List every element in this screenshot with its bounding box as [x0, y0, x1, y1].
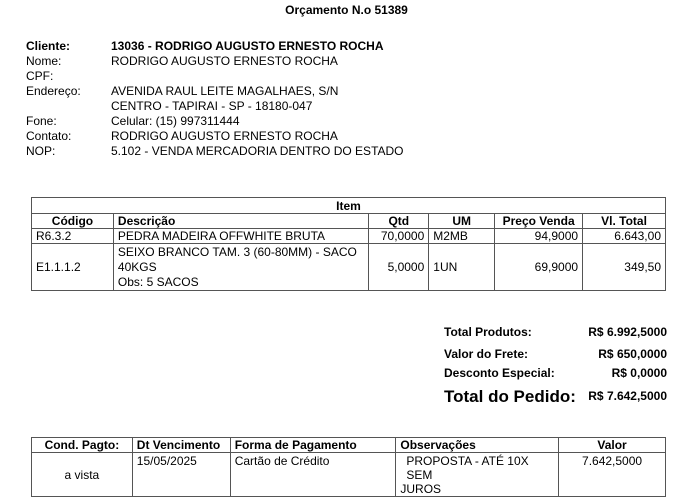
- discount-value: R$ 0,0000: [611, 366, 667, 380]
- order-total: [444, 386, 667, 408]
- payment-method: Cartão de Crédito: [230, 453, 396, 497]
- contact-label: Contato:: [26, 129, 72, 143]
- item-price: 94,9000: [495, 229, 583, 244]
- table-row: [32, 244, 666, 291]
- total-products-value: R$ 6.992,5000: [588, 325, 667, 339]
- col-header-code: Código: [32, 214, 114, 229]
- order-total-label: Total do Pedido:: [444, 387, 576, 406]
- item-desc-cell: [113, 244, 368, 291]
- payment-table: [31, 437, 666, 497]
- col-header-value: Valor: [559, 438, 666, 453]
- discount-label: Desconto Especial:: [444, 366, 555, 380]
- item-desc-line2: 40KGS: [117, 259, 157, 274]
- col-header-cond: Cond. Pagto:: [32, 438, 133, 453]
- payment-value: 7.642,5000: [559, 453, 666, 497]
- item-price: 69,9000: [495, 244, 583, 291]
- payment-header-row: [32, 438, 666, 453]
- items-header-row: [32, 214, 666, 229]
- item-code: E1.1.1.2: [32, 244, 114, 291]
- item-qty: 70,0000: [369, 229, 429, 244]
- item-code: R6.3.2: [32, 229, 114, 244]
- contact-value: RODRIGO AUGUSTO ERNESTO ROCHA: [111, 129, 338, 143]
- address-label: Endereço:: [26, 84, 81, 98]
- address-line2-value: CENTRO - TAPIRAI - SP - 18180-047: [111, 99, 313, 113]
- col-header-qty: Qtd: [369, 214, 429, 229]
- item-total: 6.643,00: [583, 229, 666, 244]
- freight-label: Valor do Frete:: [444, 347, 529, 361]
- payment-obs-line2: JUROS: [400, 482, 442, 496]
- order-total-value: R$ 7.642,5000: [588, 389, 667, 403]
- item-desc: SEIXO BRANCO TAM. 3 (60-80MM) - SACO: [117, 244, 357, 259]
- name-label: Nome:: [26, 54, 62, 68]
- total-products-label: Total Produtos:: [444, 325, 532, 339]
- payment-due: 15/05/2025: [132, 453, 230, 497]
- nop-label: NOP:: [26, 144, 56, 158]
- table-row: [32, 229, 666, 244]
- phone-label: Fone:: [26, 114, 57, 128]
- col-header-obs: Observações: [396, 438, 559, 453]
- items-table-title: Item: [32, 198, 666, 214]
- item-unit: 1UN: [429, 244, 495, 291]
- table-row: [32, 453, 666, 497]
- item-desc: PEDRA MADEIRA OFFWHITE BRUTA: [113, 229, 368, 244]
- col-header-unit: UM: [429, 214, 495, 229]
- cpf-label: CPF:: [26, 69, 54, 83]
- item-unit: M2MB: [429, 229, 495, 244]
- name-value: RODRIGO AUGUSTO ERNESTO ROCHA: [111, 54, 338, 68]
- item-obs: Obs: 5 SACOS: [117, 274, 199, 289]
- col-header-due: Dt Vencimento: [132, 438, 230, 453]
- address-value: AVENIDA RAUL LEITE MAGALHAES, S/N: [111, 84, 339, 98]
- col-header-desc: Descrição: [113, 214, 368, 229]
- payment-obs: PROPOSTA - ATÉ 10X SEM: [406, 454, 529, 482]
- col-header-method: Forma de Pagamento: [230, 438, 396, 453]
- client-label: Cliente:: [26, 39, 71, 53]
- col-header-price: Preço Venda: [495, 214, 583, 229]
- freight-value: R$ 650,0000: [598, 347, 667, 361]
- payment-cond: a vista: [32, 453, 133, 497]
- item-total: 349,50: [583, 244, 666, 291]
- payment-obs-cell: [396, 453, 559, 497]
- phone-value: Celular: (15) 997311444: [111, 114, 240, 128]
- document-title: Orçamento N.o 51389: [285, 3, 408, 17]
- client-value: 13036 - RODRIGO AUGUSTO ERNESTO ROCHA: [111, 39, 384, 53]
- nop-value: 5.102 - VENDA MERCADORIA DENTRO DO ESTADO: [111, 144, 404, 158]
- item-qty: 5,0000: [369, 244, 429, 291]
- col-header-total: Vl. Total: [583, 214, 666, 229]
- items-table: [31, 197, 666, 291]
